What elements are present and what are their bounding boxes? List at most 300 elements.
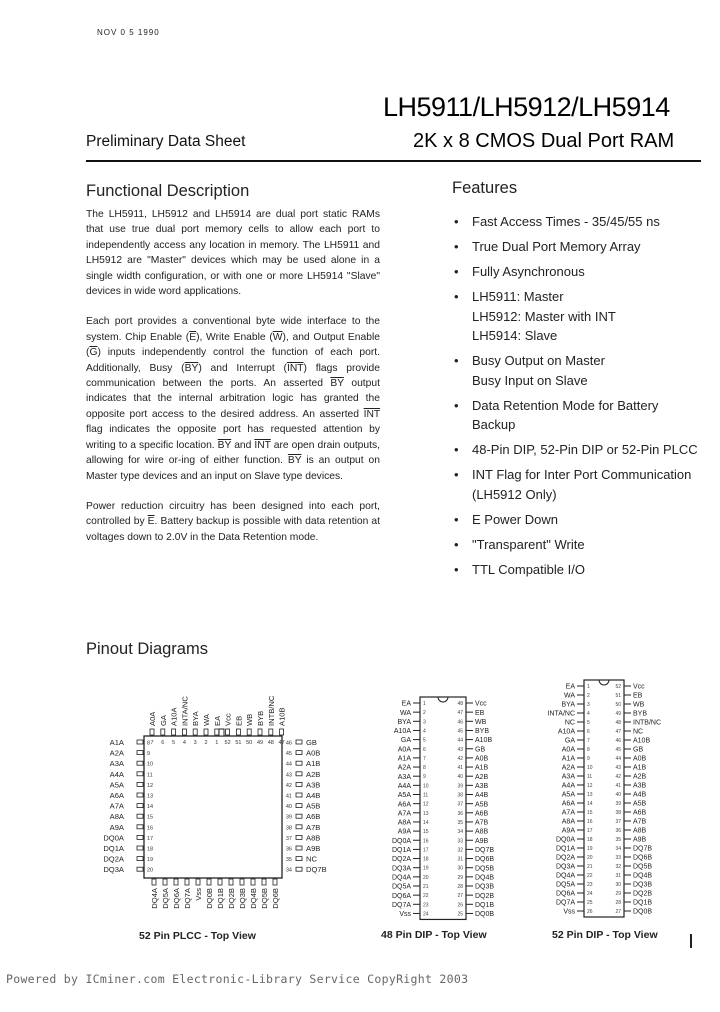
plcc-left-pin-number: 17	[147, 835, 154, 842]
plcc-bottom-pin	[251, 879, 255, 885]
dip48-left-pin-label: Vss	[399, 911, 411, 919]
plcc-right-pin	[296, 761, 302, 765]
dip52-right-pin-number: 42	[615, 774, 621, 780]
plcc-top-pin-label: Vcc	[223, 713, 233, 726]
dip48-right-pin-number: 26	[457, 902, 463, 909]
dip48-left-pin-label: A3A	[397, 773, 411, 781]
dip52-right-pin-number: 34	[615, 846, 621, 852]
plcc-left-pin	[137, 825, 143, 829]
plcc-top-pin-label: INTB/NC	[266, 695, 276, 726]
plcc-right-pin	[296, 835, 302, 839]
dip52-right-pin-label: DQ5B	[633, 863, 653, 871]
dip52-left-pin-number: 16	[587, 819, 593, 825]
dip52-right-pin-label: DQ0B	[633, 908, 653, 916]
dip52-right-pin-label: A4B	[633, 791, 647, 799]
plcc-top-pin-label: WA	[202, 714, 211, 726]
plcc-top-pin-number: 50	[246, 740, 253, 746]
plcc-top-pin	[193, 729, 197, 735]
sheet-type: Preliminary Data Sheet	[86, 133, 246, 150]
dip52-left-pin-number: 12	[587, 783, 593, 789]
dip48-right-pin-label: BYB	[475, 728, 490, 736]
plcc-left-pin	[137, 782, 143, 786]
dip52-left-pin-label: DQ3A	[555, 863, 575, 871]
plcc-top-pin	[226, 729, 230, 735]
dip48-right-pin-label: A1B	[475, 764, 489, 772]
dip48-right-pin-label: DQ7B	[475, 847, 495, 854]
dip48-left-pin-number: 10	[423, 783, 429, 790]
dip48-right-pin-label: A7B	[475, 819, 489, 827]
feature-item: • LH5911: Master LH5912: Master with INT LH5914: Slave	[452, 287, 702, 346]
plcc-right-pin-number: 41	[285, 793, 292, 800]
plcc-top-pin-label: A10B	[277, 707, 287, 726]
plcc-right-pin	[296, 804, 302, 808]
plcc-body	[144, 736, 282, 878]
dip52-left-pin-number: 20	[587, 855, 593, 861]
dip52-left-pin-label: DQ4A	[555, 872, 575, 880]
dip48-right-pin-label: Vcc	[475, 700, 487, 708]
dip48-right-pin-number: 37	[457, 801, 463, 808]
dip48-left-pin-number: 6	[423, 746, 426, 753]
plcc-top-pin-label: EA	[212, 715, 222, 726]
plcc-right-pin-label: A7B	[306, 822, 321, 832]
plcc-right-pin-number: 46	[285, 740, 292, 747]
plcc-right-pin	[296, 825, 302, 829]
plcc-right-pin-number: 42	[285, 782, 292, 789]
dip48-left-pin-number: 23	[423, 902, 429, 909]
plcc-top-pin-number: 52	[224, 740, 231, 746]
dip48-right-pin-number: 42	[457, 755, 463, 762]
dip52-left-pin-label: A10A	[557, 728, 575, 736]
dip48-left-pin-number: 1	[423, 701, 426, 707]
dip52-right-pin-number: 48	[615, 720, 621, 726]
dip52-left-pin-number: 26	[587, 909, 593, 915]
dip52-left-pin-label: DQ6A	[555, 890, 575, 898]
plcc-left-pin-number: 11	[147, 772, 153, 779]
dip48-right-pin-label: A2B	[475, 773, 489, 781]
dip52-right-pin-number: 39	[615, 801, 621, 807]
dip52-left-pin-number: 22	[587, 873, 593, 879]
dip48-right-pin-label: DQ2B	[475, 892, 495, 900]
plcc-top-pin	[269, 729, 273, 735]
dip52-left-pin-label: A8A	[561, 818, 575, 826]
plcc-right-pin	[296, 751, 302, 755]
dip52-left-pin-label: DQ7A	[555, 899, 575, 907]
dip48-right-pin-label: A8B	[475, 828, 489, 836]
plcc-right-pin	[296, 772, 302, 776]
dip52-left-pin-number: 8	[587, 747, 590, 753]
dip52-left-pin-label: A1A	[561, 755, 575, 763]
plcc-top-pin	[150, 729, 154, 735]
plcc-top-pin-label: GA	[158, 715, 168, 726]
dip48-right-pin-label: EB	[475, 709, 485, 717]
plcc-right-pin	[296, 846, 302, 850]
plcc-left-pin-label: A8A	[109, 812, 124, 822]
dip52-right-pin-label: A7B	[633, 818, 647, 826]
plcc-right-pin-label: A2B	[306, 769, 321, 779]
dip52-left-pin-label: DQ2A	[555, 854, 575, 862]
dip52-right-pin-label: NC	[633, 728, 644, 736]
plcc-left-pin	[137, 846, 143, 850]
dip52-left-pin-label: DQ0A	[555, 836, 575, 844]
plcc-top-pin-number: 1	[215, 740, 219, 746]
dip52-right-pin-number: 27	[615, 909, 621, 915]
dip52-right-pin-label: DQ6B	[633, 854, 653, 862]
dip52-left-pin-label: A6A	[561, 800, 575, 808]
plcc-top-pin-number: 3	[193, 740, 197, 746]
dip48-left-pin-number: 4	[423, 728, 426, 735]
dip48-right-pin-label: DQ5B	[475, 865, 495, 873]
feature-item: • E Power Down	[452, 510, 702, 530]
plcc-left-pin-label: A2A	[109, 748, 124, 758]
dip52-left-pin-label: BYA	[561, 701, 575, 709]
dip48-left-pin-label: DQ3A	[391, 865, 411, 873]
dip52-left-pin-number: 21	[587, 864, 593, 870]
plcc-top-pin-label: A0A	[148, 711, 157, 726]
plcc-top-pin-label: BYA	[191, 711, 201, 726]
dip52-right-pin-number: 40	[615, 792, 621, 798]
dip48-left-pin-label: A2A	[397, 764, 411, 772]
dip52-left-pin-label: EA	[565, 683, 575, 691]
dip48-right-pin-label: A0B	[475, 755, 489, 763]
plcc-left-pin-number: 9	[147, 751, 151, 758]
plcc-right-pin	[296, 782, 302, 786]
dip48-left-pin-number: 12	[423, 801, 429, 808]
plcc-caption: 52 Pin PLCC - Top View	[139, 930, 256, 942]
plcc-right-pin	[296, 814, 302, 818]
dip48-right-pin-number: 40	[457, 774, 463, 781]
plcc-bottom-pin-label: DQ1B	[216, 888, 225, 909]
page-subtitle: 2K x 8 CMOS Dual Port RAM	[413, 130, 675, 152]
dip52-right-pin-number: 33	[615, 855, 621, 861]
plcc-bottom-pin-label: DQ3B	[238, 888, 247, 909]
plcc-bottom-pin	[273, 879, 277, 885]
functional-paragraph-2: Each port provides a conventional byte wide interface to the system. Chip Enable $(\overline{E})$, Write Enable $(\overline{W})$, and Output Enable $(\overline{G})$ inputs independently control the function of each port. Additionally, Busy $(\overline{BY})$ and Interrupt $(\overline{INT})$ flags provide communication between the ports. An asserted $\overline{BY}$ output indicates that the internal arbitration logic has granted the opposite port access to the desired address. An asserted $\overline{INT}$ flag indicates the opposite port has requested attention by writing to a specific location. $\overline{BY}$ and $\overline{INT}$ are open drain outputs, allowing for wire or-ing of either function. $\overline{BY}$ is an output on Master type devices and an input on Slave type devices.	[86, 316, 380, 482]
plcc-right-pin-number: 37	[285, 835, 292, 842]
plcc-bottom-pin-label: DQ6B	[271, 888, 280, 909]
plcc-left-pin	[137, 772, 143, 776]
plcc-right-pin-label: NC	[306, 854, 317, 864]
plcc-left-pin-number: 15	[147, 814, 154, 821]
dip48-right-pin-number: 35	[457, 819, 463, 826]
dip48-left-pin-label: DQ7A	[391, 901, 411, 909]
plcc-top-pin-label: WB	[245, 713, 255, 726]
dip48-right-pin-number: 46	[457, 719, 463, 726]
functional-heading: Functional Description	[86, 182, 250, 200]
dip52-left-pin-number: 6	[587, 729, 590, 735]
dip52-left-pin-number: 15	[587, 810, 593, 816]
dip48-right-pin-label: DQ0B	[475, 911, 495, 919]
plcc-top-pin-number: 4	[182, 740, 186, 746]
plcc-right-pin-number: 36	[285, 846, 292, 853]
dip48-right-pin-number: 34	[457, 829, 463, 836]
plcc-bottom-pin-label: DQ6A	[172, 888, 181, 909]
plcc-bottom-pin	[174, 879, 178, 885]
plcc-right-pin-label: A9B	[306, 844, 321, 853]
plcc-left-pin	[137, 761, 143, 765]
plcc-right-pin-label: A5B	[306, 801, 321, 811]
dip48-left-pin-number: 16	[423, 838, 429, 845]
dip48-left-pin-label: A5A	[397, 792, 411, 800]
dip48-right-pin-label: GB	[475, 746, 486, 754]
dip48-left-pin-label: A4A	[397, 782, 411, 790]
dip48-left-pin-label: DQ1A	[391, 847, 411, 854]
features-heading: Features	[452, 179, 518, 197]
dip52-right-pin-number: 50	[615, 702, 621, 708]
dip48-right-pin-number: 31	[457, 856, 463, 863]
feature-item: • Fully Asynchronous	[452, 262, 702, 282]
plcc-top-pin-number: 49	[256, 740, 264, 746]
dip48-right-pin-number: 41	[457, 765, 463, 772]
dip48-right-pin-number: 33	[457, 838, 463, 845]
margin-mark	[690, 934, 692, 948]
plcc-left-pin-label: DQ0A	[103, 833, 124, 843]
plcc-52-diagram	[103, 695, 326, 909]
dip52-left-pin-label: Vss	[563, 908, 575, 916]
dip52-left-pin-number: 23	[587, 882, 593, 888]
plcc-left-pin-label: A4A	[109, 769, 124, 779]
dip52-left-pin-number: 24	[587, 891, 593, 897]
received-date-stamp: NOV 0 5 1990	[97, 28, 160, 37]
feature-item: • TTL Compatible I/O	[452, 560, 702, 580]
dip52-right-pin-number: 49	[615, 711, 621, 717]
plcc-bottom-pin	[240, 879, 244, 885]
dip48-left-pin-number: 13	[423, 810, 429, 817]
dip52-right-pin-label: A6B	[633, 809, 647, 817]
plcc-top-pin-label: EB	[234, 715, 244, 726]
dip48-left-pin-label: A8A	[397, 819, 411, 827]
dip48-left-pin-number: 21	[423, 884, 429, 890]
plcc-bottom-pin	[229, 879, 233, 885]
dip48-left-pin-label: A10A	[393, 728, 411, 736]
dip48-left-pin-label: A7A	[397, 810, 411, 818]
plcc-top-pin	[258, 729, 262, 735]
plcc-left-pin-number: 18	[147, 846, 154, 853]
dip48-caption: 48 Pin DIP - Top View	[381, 929, 487, 941]
plcc-left-pin-label: A7A	[109, 801, 124, 811]
dip48-left-pin-number: 24	[423, 911, 429, 918]
dip52-left-pin-number: 9	[587, 756, 590, 762]
plcc-bottom-pin	[152, 879, 156, 885]
feature-item: • 48-Pin DIP, 52-Pin DIP or 52-Pin PLCC	[452, 440, 702, 460]
plcc-top-pin-number: 47	[278, 740, 285, 746]
dip48-right-pin-number: 32	[457, 847, 463, 854]
dip48-right-pin-number: 44	[457, 737, 463, 744]
plcc-left-pin	[137, 857, 143, 861]
plcc-right-pin-number: 38	[285, 825, 292, 832]
dip48-left-pin-number: 18	[423, 856, 429, 863]
plcc-left-pin-number: 16	[147, 825, 154, 832]
dip48-left-pin-label: WA	[399, 709, 411, 717]
dip52-right-pin-label: EB	[633, 692, 643, 700]
dip48-left-pin-label: DQ6A	[391, 892, 411, 900]
plcc-bottom-pin-label: Vss	[194, 888, 203, 901]
plcc-left-pin	[137, 751, 143, 755]
plcc-left-pin-label: A5A	[109, 780, 124, 790]
dip48-left-pin-label: A1A	[397, 755, 411, 763]
plcc-left-pin-label: DQ1A	[103, 844, 124, 853]
dip48-left-pin-number: 20	[423, 874, 429, 881]
dip52-right-pin-number: 43	[615, 765, 621, 771]
plcc-left-pin-number: 10	[147, 761, 154, 768]
dip48-right-pin-number: 30	[457, 865, 463, 872]
dip48-right-pin-label: DQ4B	[475, 874, 495, 882]
dip52-left-pin-label: A7A	[561, 809, 575, 817]
plcc-left-pin	[137, 793, 143, 797]
dip52-right-pin-number: 46	[615, 738, 621, 744]
dip48-right-pin-label: A5B	[475, 801, 489, 809]
dip52-right-pin-label: A10B	[633, 737, 651, 745]
dip52-right-pin-number: 28	[615, 900, 621, 906]
plcc-right-pin-number: 44	[285, 761, 292, 768]
dip52-left-pin-number: 5	[587, 720, 590, 726]
plcc-bottom-pin	[196, 879, 200, 885]
dip52-left-pin-label: NC	[564, 719, 575, 727]
plcc-right-pin	[296, 793, 302, 797]
plcc-top-pin	[236, 729, 240, 735]
dip48-left-pin-number: 19	[423, 865, 429, 872]
plcc-left-pin-number: 19	[147, 857, 154, 864]
dip52-left-pin-number: 2	[587, 693, 590, 699]
plcc-top-pin-number: 51	[235, 740, 242, 746]
plcc-bottom-pin-label: DQ0B	[205, 888, 214, 909]
dip52-left-pin-number: 17	[587, 828, 593, 834]
dip48-left-pin-number: 5	[423, 737, 426, 744]
plcc-left-pin	[137, 867, 143, 871]
dip52-right-pin-label: DQ4B	[633, 872, 653, 880]
plcc-right-pin-label: A3B	[306, 780, 321, 790]
dip52-left-pin-number: 13	[587, 792, 593, 798]
dip48-right-pin-number: 45	[457, 728, 463, 735]
plcc-bottom-pin-label: DQ4B	[249, 888, 258, 909]
dip52-right-pin-label: A1B	[633, 764, 647, 772]
dip48-left-pin-label: A6A	[397, 801, 411, 809]
plcc-top-pin	[247, 729, 251, 735]
dip48-right-pin-number: 27	[457, 893, 463, 900]
feature-item: • True Dual Port Memory Array	[452, 237, 702, 257]
dip52-notch	[599, 680, 609, 685]
dip52-right-pin-label: A5B	[633, 800, 647, 808]
dip52-right-pin-number: 45	[615, 747, 621, 753]
dip52-right-pin-label: Vcc	[633, 683, 645, 691]
feature-item: • "Transparent" Write	[452, 535, 702, 555]
dip48-left-pin-label: DQ0A	[391, 837, 411, 845]
plcc-top-pin	[182, 729, 186, 735]
plcc-top-pin	[280, 729, 284, 735]
dip52-left-pin-label: A0A	[561, 746, 575, 754]
plcc-bottom-pin-label: DQ7A	[183, 888, 192, 909]
dip48-left-pin-label: A9A	[397, 828, 411, 836]
plcc-right-pin-number: 45	[285, 751, 292, 758]
plcc-right-pin-label: DQ7B	[306, 865, 327, 875]
plcc-left-pin-label: A3A	[109, 759, 124, 769]
dip48-right-pin-label: A4B	[475, 792, 489, 800]
dip52-left-pin-label: A3A	[561, 773, 575, 781]
plcc-right-pin-number: 35	[285, 857, 292, 864]
dip48-notch	[438, 697, 448, 702]
functional-paragraph-3: Power reduction circuitry has been designed into each port, controlled by $\overline{E}$. Battery backup is possible with data retention at voltages down to 2.0V in the Data Retention mode.	[86, 500, 381, 543]
dip48-left-pin-label: A0A	[397, 746, 411, 754]
plcc-top-pin-label: INTA/NC	[180, 696, 190, 726]
plcc-left-pin-number: 12	[147, 782, 154, 789]
plcc-bottom-pin	[218, 879, 222, 885]
dip48-left-pin-number: 15	[423, 829, 429, 836]
plcc-left-pin-number: 8	[147, 740, 151, 747]
dip48-left-pin-number: 7	[423, 755, 426, 762]
dip52-right-pin-number: 41	[615, 783, 621, 789]
plcc-right-pin-number: 39	[285, 814, 292, 821]
dip48-left-pin-number: 2	[423, 710, 426, 717]
feature-item: • Busy Output on Master Busy Input on Slave	[452, 351, 702, 390]
dip52-left-pin-label: A4A	[561, 782, 575, 790]
dip52-left-pin-number: 3	[587, 702, 590, 708]
dip52-right-pin-number: 38	[615, 810, 621, 816]
plcc-top-pin	[204, 729, 208, 735]
dip52-right-pin-number: 51	[615, 693, 621, 699]
plcc-left-pin-number: 20	[147, 867, 154, 874]
plcc-left-pin-label: A6A	[109, 791, 124, 800]
plcc-right-pin-number: 43	[285, 772, 292, 779]
dip48-right-pin-number: 38	[457, 792, 463, 799]
dip52-right-pin-number: 31	[615, 873, 621, 879]
dip48-left-pin-label: BYA	[397, 718, 411, 726]
dip52-right-pin-number: 35	[615, 837, 621, 843]
dip48-right-pin-number: 36	[457, 810, 463, 817]
dip48-right-pin-label: A3B	[475, 782, 489, 790]
dip52-left-pin-number: 1	[587, 684, 590, 690]
dip52-left-pin-label: WA	[563, 692, 575, 700]
dip52-left-pin-number: 4	[587, 711, 590, 717]
dip48-left-pin-number: 3	[423, 719, 426, 726]
plcc-bottom-pin	[207, 879, 211, 885]
dip48-left-pin-number: 8	[423, 765, 426, 772]
plcc-index-notch	[219, 729, 224, 736]
footer-copyright: Powered by ICminer.com Electronic-Library Service CopyRight 2003	[6, 972, 469, 986]
dip52-caption: 52 Pin DIP - Top View	[552, 929, 658, 941]
dip52-left-pin-number: 7	[587, 738, 590, 744]
dip48-left-pin-number: 11	[423, 792, 429, 799]
dip52-right-pin-label: BYB	[633, 710, 648, 718]
plcc-bottom-pin-label: DQ5B	[260, 888, 269, 909]
dip52-left-pin-number: 25	[587, 900, 593, 906]
dip52-right-pin-label: A9B	[633, 836, 647, 844]
dip52-right-pin-label: GB	[633, 746, 644, 754]
dip48-left-pin-number: 9	[423, 774, 426, 781]
dip52-right-pin-label: A8B	[633, 827, 647, 835]
dip48-right-pin-label: DQ3B	[475, 883, 495, 891]
dip48-right-pin-number: 29	[457, 874, 463, 881]
dip52-right-pin-label: A0B	[633, 755, 647, 763]
page-title: LH5911/LH5912/LH5914	[383, 92, 670, 122]
dip48-left-pin-label: DQ4A	[391, 874, 411, 882]
feature-item: • Fast Access Times - 35/45/55 ns	[452, 212, 702, 232]
plcc-right-pin-label: A1B	[306, 759, 321, 769]
dip52-left-pin-label: DQ1A	[555, 845, 575, 853]
dip52-right-pin-number: 30	[615, 882, 621, 888]
dip48-right-pin-number: 48	[457, 701, 463, 707]
plcc-right-pin-label: GB	[306, 738, 317, 747]
dip52-right-pin-number: 44	[615, 756, 621, 762]
plcc-right-pin-label: A6B	[306, 812, 321, 822]
dip52-left-pin-label: INTA/NC	[547, 710, 575, 718]
plcc-right-pin-label: A0B	[306, 748, 321, 758]
plcc-bottom-pin-label: DQ2B	[227, 888, 236, 909]
plcc-top-pin-number: 48	[267, 740, 274, 746]
plcc-top-pin-label: BYB	[256, 710, 265, 726]
dip52-right-pin-label: DQ2B	[633, 890, 653, 898]
dip52-right-pin-number: 47	[615, 729, 621, 735]
dip52-right-pin-number: 36	[615, 828, 621, 834]
dip48-right-pin-label: WB	[475, 718, 487, 726]
